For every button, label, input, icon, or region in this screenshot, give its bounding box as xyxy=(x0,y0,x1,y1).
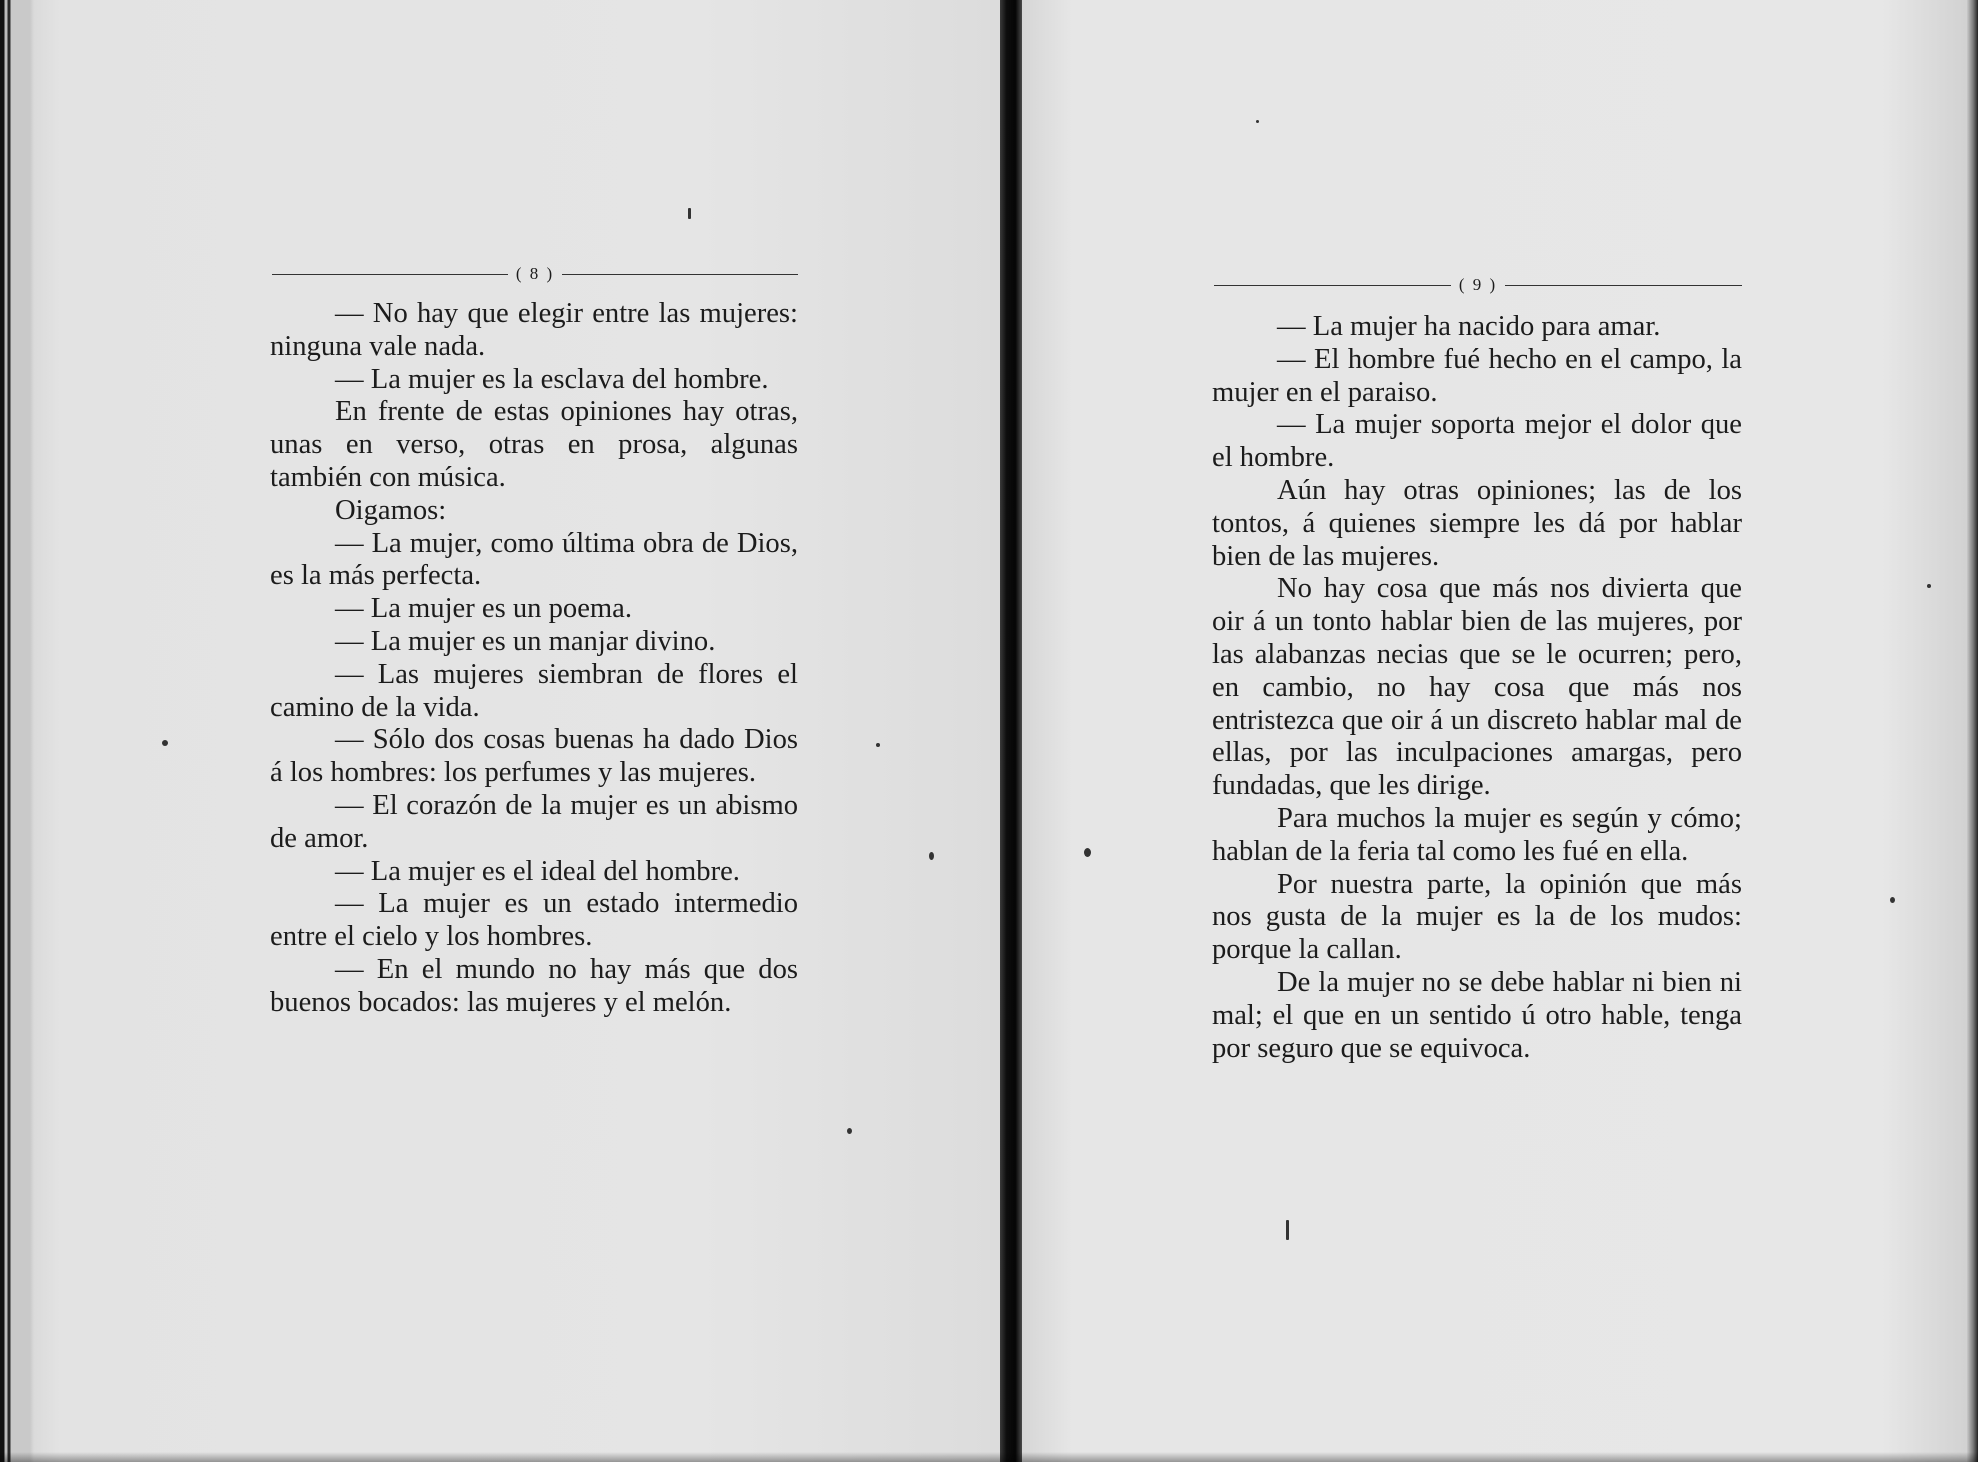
paper-speck xyxy=(1890,897,1895,903)
paragraph: Aún hay otras opiniones; las de los tontos, á quienes siempre les dá por hablar bien de las mujeres. xyxy=(1212,474,1742,572)
paper-speck xyxy=(1927,584,1931,588)
paragraph: — El hombre fué hecho en el campo, la mujer en el paraiso. xyxy=(1212,343,1742,408)
paragraph: — La mujer es la esclava del hombre. xyxy=(335,363,769,395)
left-page-text xyxy=(270,298,798,1020)
header-rule xyxy=(272,274,508,275)
paragraph: — La mujer es un estado intermedio entre el cielo y los hombres. xyxy=(270,888,798,953)
paper-speck xyxy=(876,743,880,747)
paper-speck xyxy=(1084,848,1091,857)
right-page-text xyxy=(1212,311,1742,1065)
paragraph: — La mujer es el ideal del hombre. xyxy=(335,855,740,887)
paper-speck xyxy=(929,852,934,860)
paragraph: — La mujer ha nacido para amar. xyxy=(1277,311,1661,342)
paragraph: — En el mundo no hay más que dos buenos bocados: las mujeres y el melón. xyxy=(270,953,798,1018)
paragraph: — La mujer es un poema. xyxy=(335,593,632,625)
paragraph: En frente de estas opiniones hay otras, unas en verso, otras en prosa, algunas también con música. xyxy=(270,396,798,493)
paper-speck xyxy=(162,740,168,746)
left-page-edge xyxy=(0,0,34,1462)
right-page-edge xyxy=(1966,0,1978,1462)
paragraph: — La mujer soporta mejor el dolor que el hombre. xyxy=(1212,409,1742,474)
header-rule xyxy=(1505,285,1742,286)
paper-speck xyxy=(847,1128,852,1134)
paper-speck xyxy=(1286,1220,1289,1240)
paragraph: — El corazón de la mujer es un abismo de amor. xyxy=(270,789,798,854)
book-gutter xyxy=(1000,0,1022,1462)
left-page-header xyxy=(272,264,798,284)
paragraph: Por nuestra parte, la opinión que más nos gusta de la mujer es la de los mudos: porque la callan. xyxy=(1212,868,1742,966)
paragraph: — Las mujeres siembran de flores el camino de la vida. xyxy=(270,658,798,723)
paragraph: Oigamos: xyxy=(335,494,447,526)
bottom-shadow xyxy=(0,1452,1978,1462)
paragraph: No hay cosa que más nos divierta que oir á un tonto hablar bien de las mujeres, por las alabanzas necias que se le ocurren; pero, en cambio, no hay cosa que más nos entristezca que oir á un discreto hablar mal de ellas, por las inculpaciones amargas, pero fundadas, que les dirige. xyxy=(1212,573,1742,802)
paragraph: Para muchos la mujer es según y cómo; hablan de la feria tal como les fué en ella. xyxy=(1212,802,1742,867)
paragraph: — Sólo dos cosas buenas ha dado Dios á los hombres: los perfumes y las mujeres. xyxy=(270,724,798,789)
right-page-number: ( 9 ) xyxy=(1458,275,1498,294)
right-page-header xyxy=(1214,275,1742,295)
paragraph: — No hay que elegir entre las mujeres: ninguna vale nada. xyxy=(270,298,798,362)
paper-speck xyxy=(688,208,691,219)
paragraph: De la mujer no se debe hablar ni bien ni mal; el que en un sentido ú otro hable, tenga por seguro que se equivoca. xyxy=(1212,966,1742,1064)
paragraph: — La mujer es un manjar divino. xyxy=(335,625,716,657)
right-page xyxy=(1022,0,1978,1462)
left-page-number: ( 8 ) xyxy=(515,264,555,283)
header-rule xyxy=(562,274,798,275)
header-rule xyxy=(1214,285,1451,286)
paper-speck xyxy=(1256,120,1259,123)
paragraph: — La mujer, como última obra de Dios, es la más perfecta. xyxy=(270,527,798,592)
